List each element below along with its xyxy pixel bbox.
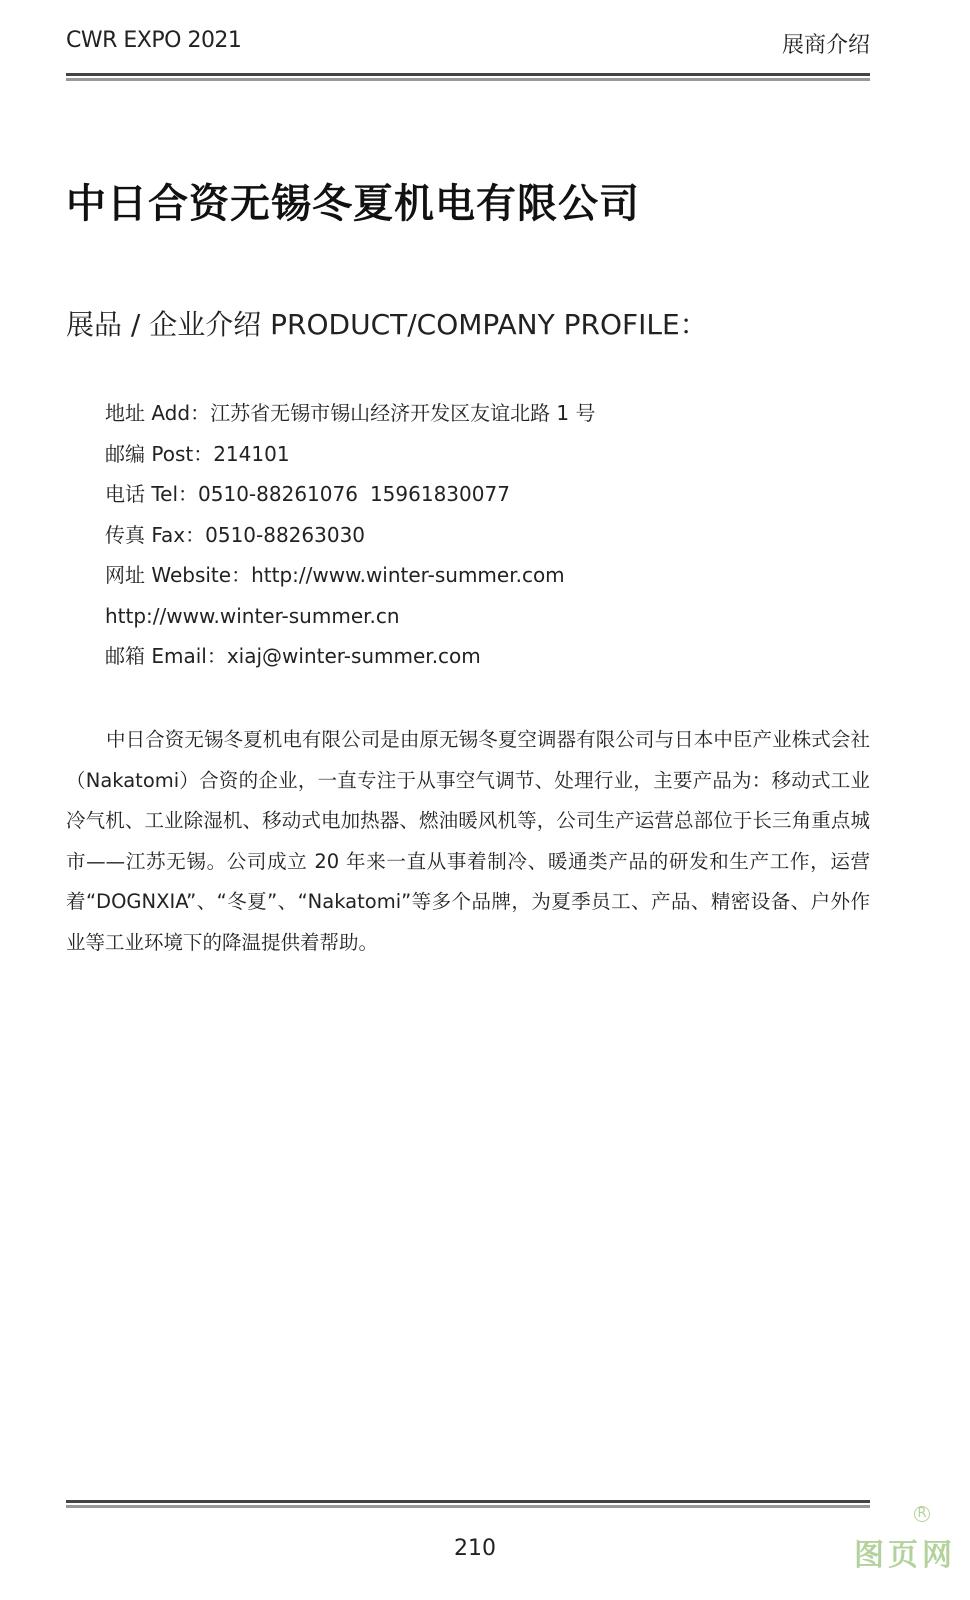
watermark-logo: 图页网 (854, 1538, 956, 1573)
contact-post: 邮编 Post：214101 (105, 441, 290, 466)
contact-block (105, 396, 596, 680)
section-heading: 展品 / 企业介绍 PRODUCT/COMPANY PROFILE： (66, 308, 708, 341)
header-title: CWR EXPO 2021 (66, 28, 242, 53)
contact-tel-landline: 电话 Tel：0510-88261076 (105, 482, 358, 506)
bottom-divider (66, 1500, 870, 1503)
contact-tel-mobile: 15961830077 (369, 482, 510, 506)
top-divider (66, 73, 870, 76)
contact-email: 邮箱 Email：xiaj@winter-summer.com (105, 644, 481, 668)
page-number: 210 (454, 1536, 496, 1561)
contact-address: 地址 Add：江苏省无锡市锡山经济开发区友谊北路 1 号 (105, 401, 596, 425)
watermark-registered-mark: R (914, 1506, 930, 1522)
contact-website: 网址 Website：http://www.winter-summer.com (105, 563, 565, 587)
company-intro-paragraph: 中日合资无锡冬夏机电有限公司是由原无锡冬夏空调器有限公司与日本中臣产业株式会社（Nakatomi）合资的企业，一直专注于从事空气调节、处理行业，主要产品为：移动式工业冷气机、工业除湿机、移动式电加热器、燃油暖风机等，公司生产运营总部位于长三角重点城市——江苏无锡。公司成立 20 年来一直从事着制冷、暖通类产品的研发和生产工作，运营着“DOGNXIA”、“冬夏”、“Nakatomi”等多个品牌，为夏季员工、产品、精密设备、户外作业等工业环境下的降温提供着帮助。 (66, 728, 870, 954)
contact-tel (105, 477, 596, 518)
header-section-label: 展商介绍 (781, 33, 870, 58)
contact-fax: 传真 Fax：0510-88263030 (105, 522, 366, 547)
contact-website-alt: http://www.winter-summer.cn (105, 603, 400, 628)
company-name: 中日合资无锡冬夏机电有限公司 (66, 181, 640, 227)
